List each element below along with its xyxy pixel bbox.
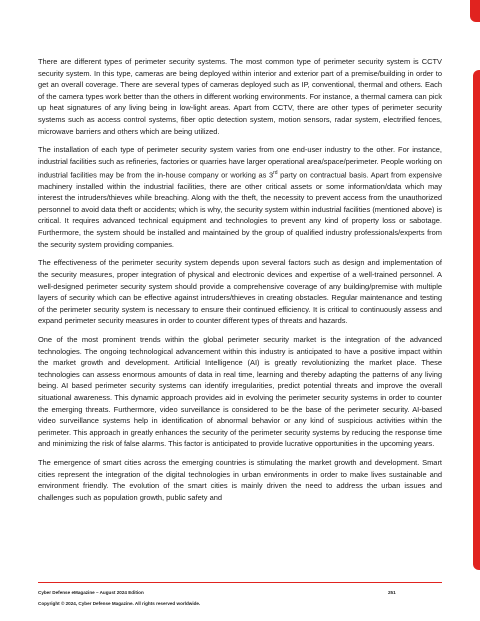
paragraph: One of the most prominent trends within the global perimeter security market is the integration of the advanced technologies. The ongoing technological advancement within this industry is anticipated to have a positive impact within the market growth and development. Artificial Intelligence (AI) is greatly revolutionizing the market place. These technologies can assess enormous amounts of data in real time, learning and thereby adapting the patterns of any living being. AI based perimeter security systems can identify irregularities, predict potential threats and improve the overall situational awareness. This dynamic approach provides aid in evolving the perimeter security systems in order to counter the emerging threats. Furthermore, video surveillance is considered to be the base of the perimeter security. AI-based video surveillance systems help in identification of abnormal behavior or any kind of suspicious activities within the perimeter. This approach in greatly enhances the security of the perimeter security systems by reducing the response time and minimizing the risk of false alarms. This factor is anticipated to provide lucrative opportunities in the upcoming years. — [38, 335, 442, 449]
paragraph: The emergence of smart cities across the emerging countries is stimulating the market growth and development. Smart cities represent the integration of the digital technologies in urban environments in order to make lives sustainable and environment friendly. The evolution of the smart cities is mainly driven the need to address the urban issues and challenges such as population growth, public safety and — [38, 458, 442, 503]
footer-divider — [38, 582, 442, 583]
article-body — [38, 56, 442, 511]
footer-copyright: Copyright © 2024, Cyber Defense Magazine. All rights reserved worldwide. — [38, 601, 201, 606]
paragraph: The effectiveness of the perimeter security system depends upon several factors such as design and implementation of the security measures, proper integration of physical and electronic devices and expertise of a well-trained personnel. A well-designed perimeter security system should provide a comprehensive coverage of any building/premise with multiple layers of security which can be effective against intruders/thieves in creating obstacles. Regular maintenance and testing of the perimeter security system is necessary to ensure their continued efficiency. It is critical to continuously assess and expand perimeter security measures in order to counter different types of threats and hazards. — [38, 258, 442, 326]
page-corner-accent — [470, 0, 480, 22]
page-edge-accent — [473, 70, 480, 570]
footer-edition: Cyber Defense eMagazine – August 2024 Edition — [38, 590, 144, 595]
paragraph: There are different types of perimeter security systems. The most common type of perimeter security system is CCTV security system. In this type, cameras are being deployed within interior and exterior part of a premise/building in order to get an overall coverage. There are several types of cameras deployed such as IP, conventional, thermal and others. Each of the camera types work better than the others in different working environments. For instance, a thermal camera can pick up heat signatures of any living being in low-light areas. Apart from CCTV, there are other types of perimeter security systems such as access control systems, fiber optic detection system, motion sensors, radar system, electrified fences, microwave barriers and others which are being utilized. — [38, 57, 442, 136]
paragraph: The installation of each type of perimeter security system varies from one end-user industry to the other. For instance, industrial facilities such as refineries, factories or quarries have larger operational area/space/perimeter. People working on industrial facilities may be from the in-house company or working as 3rd party on contractual basis. Apart from expensive machinery installed within the industrial facilities, there are other critical assets or some information/data which may interest the intruders/thieves while breaching. Along with the theft, the necessity to prevent access from the unauthorized personnel to avoid data theft or accidents; which is why, the security system within industrial facilities (mentioned above) is critical. It requires advanced technical equipment and technologies to prevent any kind of property loss or sabotage. Furthermore, the system should be installed and maintained by the group of qualified industry professionals/experts from the security system providing companies. — [38, 145, 442, 249]
page-number: 251 — [388, 590, 396, 595]
